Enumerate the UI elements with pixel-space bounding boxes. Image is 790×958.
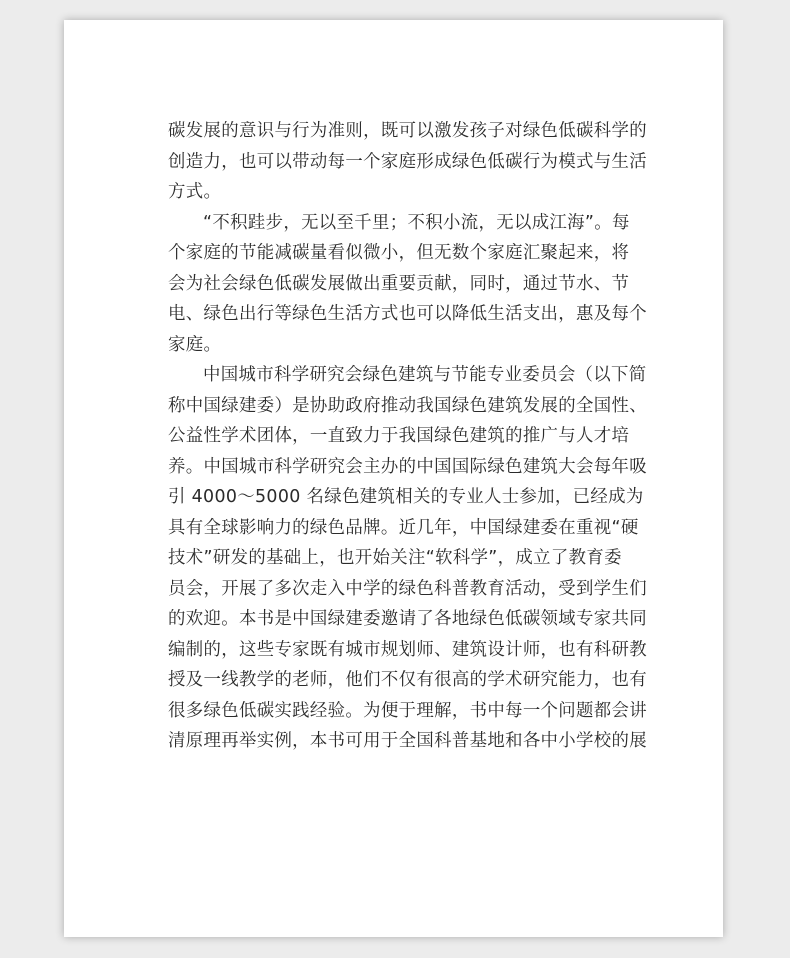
body-text (168, 116, 647, 757)
text-line: 公益性学术团体，一直致力于我国绿色建筑的推广与人才培 (168, 426, 630, 446)
text-line: 碳发展的意识与行为准则，既可以激发孩子对绿色低碳科学的 (168, 121, 647, 141)
text-line: 很多绿色低碳实践经验。为便于理解，书中每一个问题都会讲 (168, 700, 647, 721)
text-line: 的欢迎。本书是中国绿建委邀请了各地绿色低碳领域专家共同 (168, 609, 647, 629)
text-line: 员会，开展了多次走入中学的绿色科普教育活动，受到学生们 (168, 578, 647, 599)
text-line: 编制的，这些专家既有城市规划师、建筑设计师，也有科研教 (168, 639, 647, 660)
text-line: 具有全球影响力的绿色品牌。近几年，中国绿建委在重视“硬 (168, 517, 639, 538)
text-line: 授及一线教学的老师，他们不仅有很高的学术研究能力，也有 (168, 670, 647, 690)
text-line: 清原理再举实例，本书可用于全国科普基地和各中小学校的展 (168, 731, 647, 751)
text-line: 创造力，也可以带动每一个家庭形成绿色低碳行为模式与生活 (168, 151, 647, 172)
text-line: 会为社会绿色低碳发展做出重要贡献，同时，通过节水、节 (168, 273, 630, 294)
text-line: 技术”研发的基础上，也开始关注“软科学”，成立了教育委 (168, 548, 622, 568)
text-line: 个家庭的节能减碳量看似微小，但无数个家庭汇聚起来，将 (168, 243, 630, 263)
text-line: 养。中国城市科学研究会主办的中国国际绿色建筑大会每年吸 (168, 456, 647, 477)
text-line: 家庭。 (168, 334, 222, 355)
text-line: 称中国绿建委）是协助政府推动我国绿色建筑发展的全国性、 (168, 395, 647, 416)
text-line: 电、绿色出行等绿色生活方式也可以降低生活支出，惠及每个 (168, 304, 647, 324)
text-line: 引 4000～5000 名绿色建筑相关的专业人士参加，已经成为 (168, 487, 644, 507)
text-line: 方式。 (168, 182, 222, 202)
paragraph-start-line: 中国城市科学研究会绿色建筑与节能专业委员会（以下简 (203, 365, 647, 385)
paragraph-start-line: “不积跬步，无以至千里；不积小流，无以成江海”。每 (203, 212, 630, 233)
document-page (64, 20, 723, 937)
